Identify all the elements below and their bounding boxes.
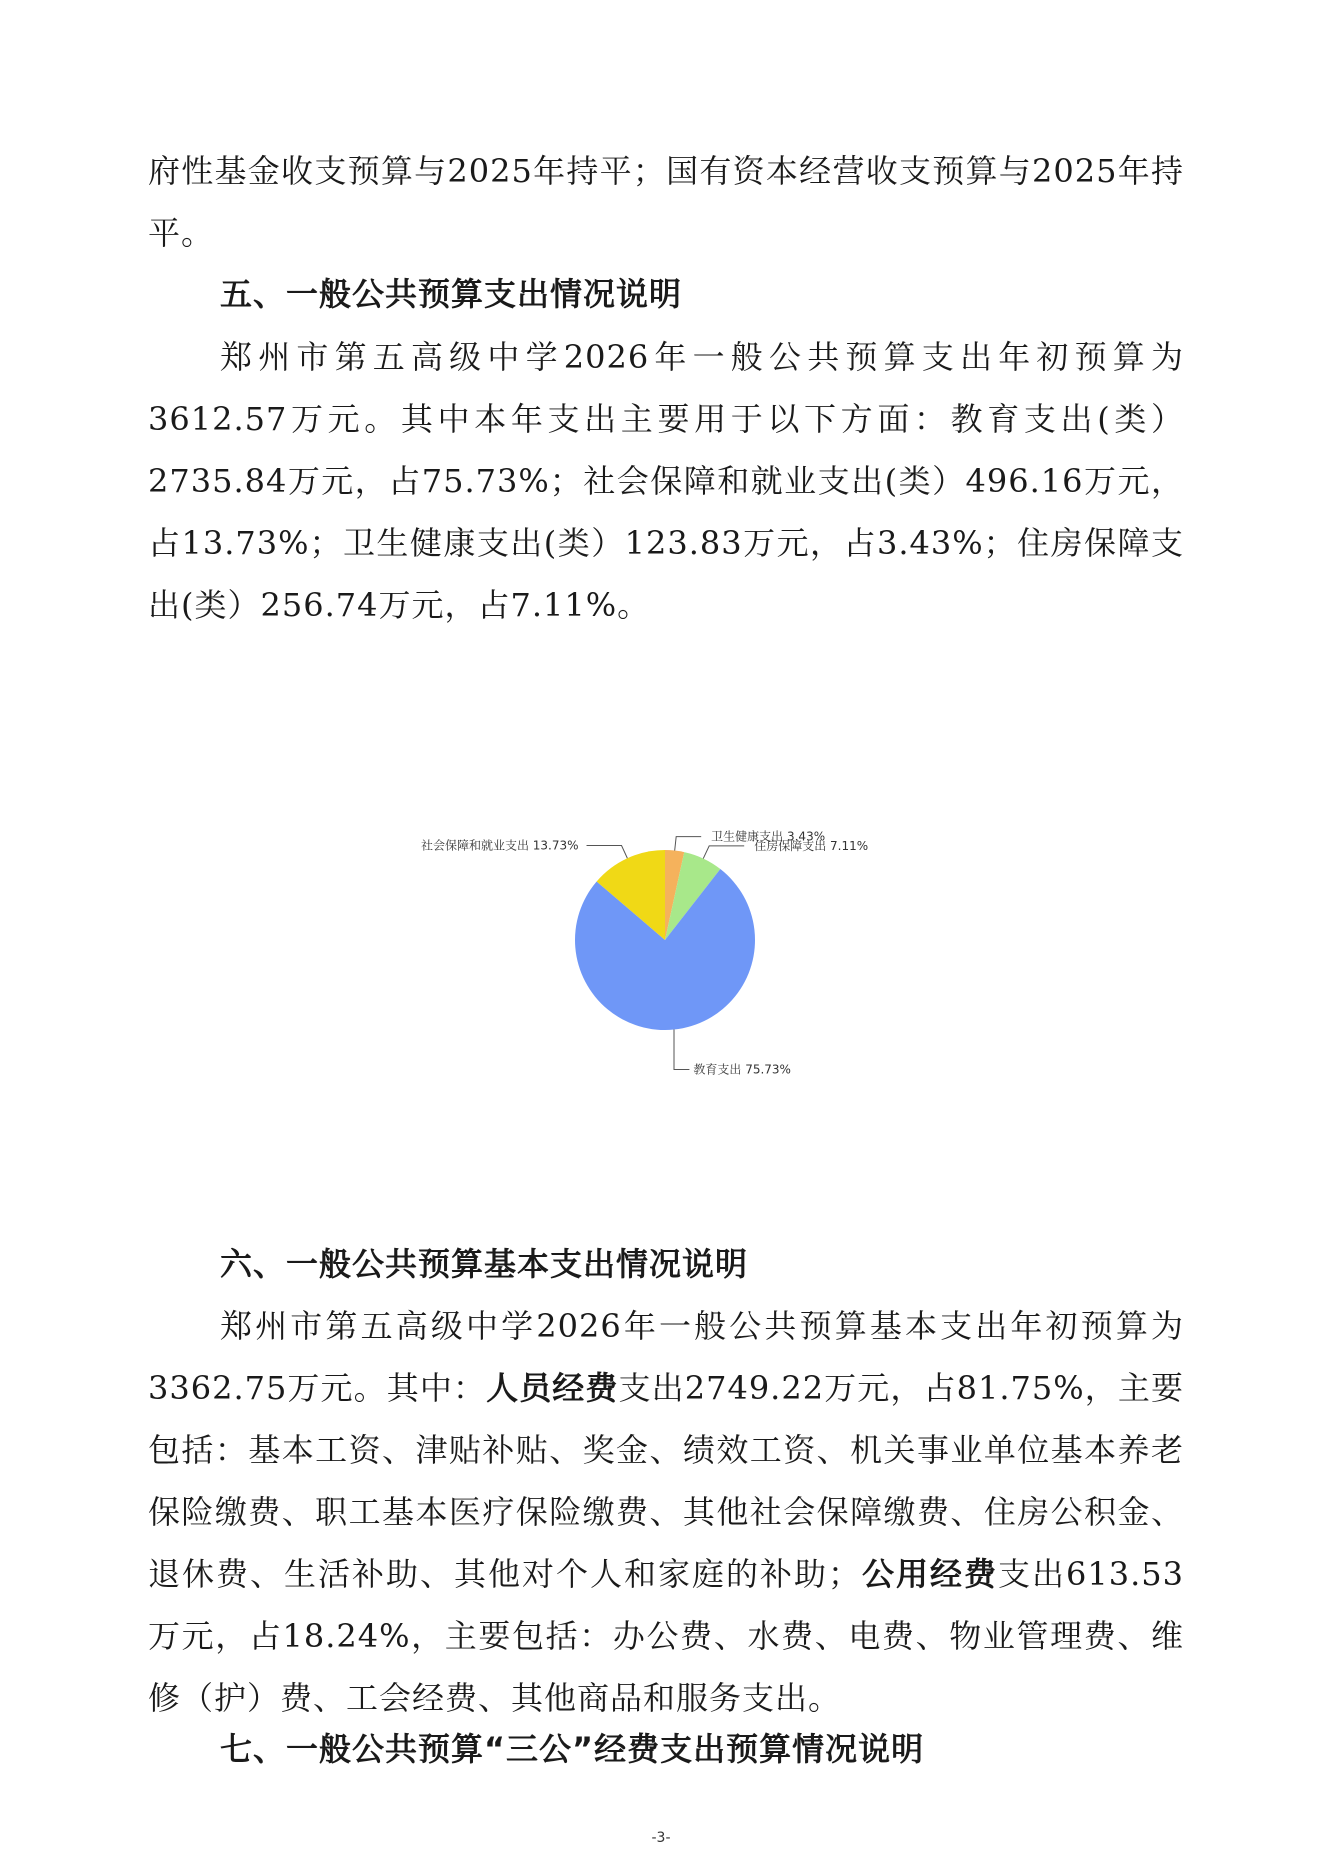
pie-label-3: 社会保障和就业支出 13.73% [420,838,579,853]
page-number: -3- [651,1830,671,1846]
leader-line-0 [675,837,702,851]
section-6-text-e: 支出613.53万元，占18.24%，主要包括：办公费、水费、电费、物业管理费、维修（护）费、工会经费、其他商品和服务支出。 [148,1555,1184,1717]
section-6-paragraph [148,1295,1184,1729]
section-6-text-a: 郑州市第五高级中学2026年一般公共预算基本支出年初预算为3362.75万元。其中： [148,1307,1184,1407]
pie-label-1: 住房保障支出 7.11% [754,838,869,853]
section-6-text-c: 支出2749.22万元，占81.75%，主要包括：基本工资、津贴补贴、奖金、绩效工资、机关事业单位基本养老保险缴费、职工基本医疗保险缴费、其他社会保障缴费、住房公积金、退休费、生活补助、其他对个人和家庭的补助； [148,1369,1184,1593]
section-5-heading: 五、一般公共预算支出情况说明 [220,275,683,313]
expenditure-pie-chart [360,790,940,1090]
personnel-expense-term: 人员经费 [486,1369,619,1407]
leader-line-1 [703,846,744,859]
section-5-paragraph: 郑州市第五高级中学2026年一般公共预算支出年初预算为3612.57万元。其中本年支出主要用于以下方面：教育支出(类）2735.84万元，占75.73%；社会保障和就业支出(类）496.16万元，占13.73%；卫生健康支出(类）123.83万元，占3.43%；住房保障支出(类）256.74万元，占7.11%。 [148,338,1184,624]
public-expense-term: 公用经费 [861,1555,998,1593]
section-7-heading: 七、一般公共预算“三公”经费支出预算情况说明 [220,1730,925,1768]
leader-line-2 [674,1030,689,1070]
section-6-heading: 六、一般公共预算基本支出情况说明 [220,1245,749,1283]
pie-label-0: 卫生健康支出 3.43% [711,829,826,844]
pie-label-2: 教育支出 75.73% [693,1062,791,1077]
carryover-paragraph: 府性基金收支预算与2025年持平；国有资本经营收支预算与2025年持平。 [148,152,1184,252]
leader-line-3 [587,846,628,859]
